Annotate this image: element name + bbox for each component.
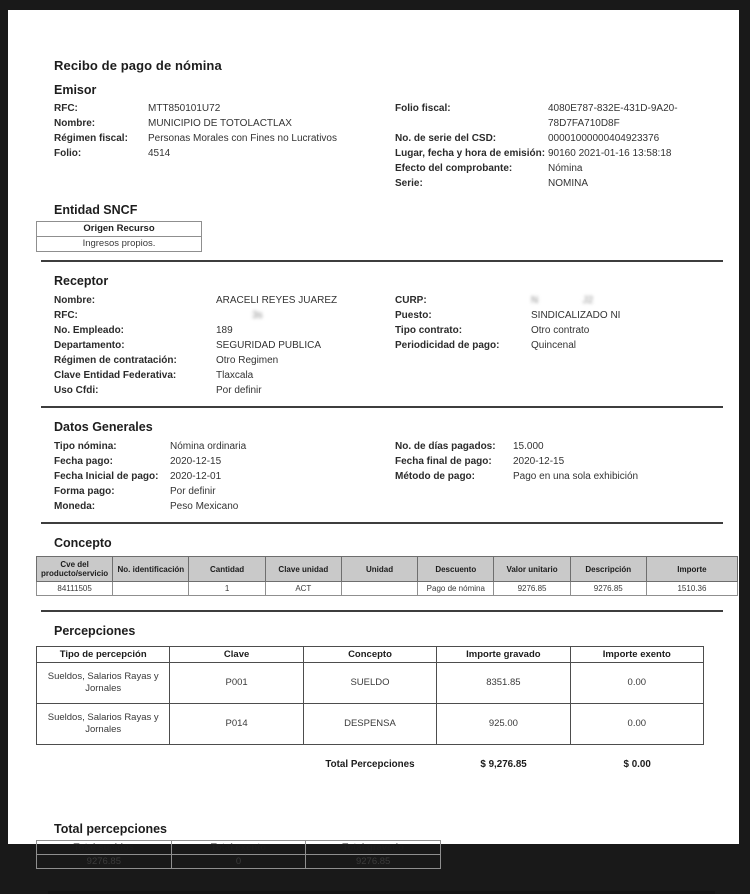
field-label: Forma pago: bbox=[54, 486, 115, 497]
field-label: Folio: bbox=[54, 148, 82, 159]
field-moneda bbox=[54, 499, 395, 514]
field-label: Fecha Inicial de pago: bbox=[54, 471, 159, 482]
field-tipo-contrato bbox=[395, 323, 729, 338]
field-label: Clave Entidad Federativa: bbox=[54, 370, 177, 381]
field-fecha-inicial-pago bbox=[54, 469, 395, 484]
field-label: Régimen fiscal: bbox=[54, 133, 128, 144]
field-rfc-receptor bbox=[54, 308, 395, 323]
field-folio-fiscal bbox=[395, 101, 729, 131]
column-header: Clave unidad bbox=[265, 557, 341, 582]
field-label: Periodicidad de pago: bbox=[395, 340, 500, 351]
field-label: Fecha final de pago: bbox=[395, 456, 492, 467]
field-value: Nómina bbox=[548, 163, 583, 174]
concepto-table bbox=[36, 556, 738, 596]
column-header: Total sueldos bbox=[37, 841, 172, 855]
column-header: Descuento bbox=[418, 557, 494, 582]
column-header: Cantidad bbox=[189, 557, 265, 582]
percepcion-row-despensa bbox=[37, 704, 704, 745]
field-rfc-emisor bbox=[54, 101, 395, 116]
cell bbox=[113, 582, 189, 596]
percepcion-row-sueldo bbox=[37, 663, 704, 704]
field-value: 15.000 bbox=[513, 441, 544, 452]
field-label: No. Empleado: bbox=[54, 325, 125, 336]
section-percepciones bbox=[46, 624, 729, 770]
document-content bbox=[8, 10, 739, 894]
field-label: Nombre: bbox=[54, 118, 96, 129]
field-efecto-comprobante bbox=[395, 161, 729, 176]
field-label: Fecha pago: bbox=[54, 456, 113, 467]
cell: 8351.85 bbox=[437, 663, 570, 704]
cell: 0.00 bbox=[570, 704, 703, 745]
field-value: Por definir bbox=[170, 486, 216, 497]
field-value: 4080E787-832E-431D-9A20-78D7FA710D8F bbox=[548, 103, 678, 129]
field-value: SEGURIDAD PUBLICA bbox=[216, 340, 322, 351]
cell: Sueldos, Salarios Rayas y Jornales bbox=[37, 663, 170, 704]
total-importe-gravado: $ 9,276.85 bbox=[480, 759, 527, 770]
total-sueldos-value: 9276.85 bbox=[37, 855, 172, 869]
column-header: Cve del producto/servicio bbox=[37, 557, 113, 582]
total-importe-exento: $ 0.00 bbox=[623, 759, 651, 770]
field-puesto bbox=[395, 308, 729, 323]
cell: P014 bbox=[170, 704, 303, 745]
field-fecha-final-pago bbox=[395, 454, 729, 469]
field-label: RFC: bbox=[54, 103, 78, 114]
field-curp bbox=[395, 293, 729, 308]
field-label: Moneda: bbox=[54, 501, 96, 512]
section-divider bbox=[41, 260, 723, 262]
column-header: Valor unitario bbox=[494, 557, 570, 582]
field-value: Personas Morales con Fines no Lucrativos bbox=[148, 133, 337, 144]
field-value: 2020-12-01 bbox=[170, 471, 222, 482]
entidad-sncf-heading: Entidad SNCF bbox=[54, 203, 138, 217]
field-regimen-contratacion bbox=[54, 353, 395, 368]
field-tipo-nomina bbox=[54, 439, 395, 454]
field-forma-pago bbox=[54, 484, 395, 499]
cell: SUELDO bbox=[303, 663, 436, 704]
receptor-heading: Receptor bbox=[54, 274, 109, 288]
concepto-data-row bbox=[37, 582, 738, 596]
section-entidad-sncf bbox=[46, 203, 729, 252]
redacted-value: 3s bbox=[216, 310, 263, 321]
field-value: 2020-12-15 bbox=[170, 456, 222, 467]
field-value: Otro Regimen bbox=[216, 355, 279, 366]
field-regimen-fiscal bbox=[54, 131, 395, 146]
cell: 0.00 bbox=[570, 663, 703, 704]
column-header: Importe exento bbox=[570, 647, 703, 663]
emisor-heading: Emisor bbox=[54, 83, 97, 97]
section-datos-generales bbox=[46, 420, 729, 514]
field-value: 00001000000404923376 bbox=[548, 133, 660, 144]
cell bbox=[341, 582, 417, 596]
datos-generales-heading: Datos Generales bbox=[54, 420, 153, 434]
field-value: Otro contrato bbox=[531, 325, 590, 336]
section-concepto bbox=[41, 536, 729, 596]
document-page bbox=[8, 10, 739, 867]
column-header: Importe bbox=[646, 557, 737, 582]
section-divider bbox=[41, 522, 723, 524]
origen-recurso-value: Ingresos propios. bbox=[37, 237, 202, 252]
field-label: CURP: bbox=[395, 295, 427, 306]
section-divider bbox=[41, 610, 723, 612]
cell: 1510.36 bbox=[646, 582, 737, 596]
field-value: Quincenal bbox=[531, 340, 577, 351]
section-emisor bbox=[46, 83, 729, 191]
empty-cell bbox=[36, 759, 170, 770]
field-lugar-fecha-emision bbox=[395, 146, 729, 161]
field-label: Puesto: bbox=[395, 310, 432, 321]
field-label: Folio fiscal: bbox=[395, 103, 451, 114]
section-receptor bbox=[46, 274, 729, 398]
field-label: Uso Cfdi: bbox=[54, 385, 99, 396]
field-value: 90160 2021-01-16 13:58:18 bbox=[548, 148, 672, 159]
section-total-percepciones bbox=[46, 822, 729, 869]
cell: 1 bbox=[189, 582, 265, 596]
cell: 84111505 bbox=[37, 582, 113, 596]
field-label: No. de serie del CSD: bbox=[395, 133, 497, 144]
field-label: Lugar, fecha y hora de emisión: bbox=[395, 148, 546, 159]
total-gravado-value: 9276.85 bbox=[306, 855, 441, 869]
totals-value-row bbox=[37, 855, 441, 869]
field-label: Efecto del comprobante: bbox=[395, 163, 513, 174]
field-value: NOMINA bbox=[548, 178, 588, 189]
concepto-heading: Concepto bbox=[54, 536, 112, 550]
cell: DESPENSA bbox=[303, 704, 436, 745]
field-clave-entidad-federativa bbox=[54, 368, 395, 383]
cell: ACT bbox=[265, 582, 341, 596]
origen-recurso-header: Origen Recurso bbox=[37, 222, 202, 237]
total-percepciones-label: Total Percepciones bbox=[325, 759, 415, 770]
field-no-serie-csd bbox=[395, 131, 729, 146]
field-value: Pago en una sola exhibición bbox=[513, 471, 639, 482]
concepto-header-row bbox=[37, 557, 738, 582]
field-value: SINDICALIZADO NI bbox=[531, 310, 621, 321]
field-serie bbox=[395, 176, 729, 191]
column-header: No. identificación bbox=[113, 557, 189, 582]
percepciones-heading: Percepciones bbox=[54, 624, 136, 638]
section-divider bbox=[41, 406, 723, 408]
field-label: Nombre: bbox=[54, 295, 96, 306]
column-header: Total gravado bbox=[306, 841, 441, 855]
field-fecha-pago bbox=[54, 454, 395, 469]
total-exento-value: 0 bbox=[171, 855, 306, 869]
field-label: Tipo contrato: bbox=[395, 325, 463, 336]
field-value: 2020-12-15 bbox=[513, 456, 565, 467]
total-percepciones-table bbox=[36, 840, 441, 869]
column-header: Importe gravado bbox=[437, 647, 570, 663]
field-label: Serie: bbox=[395, 178, 423, 189]
column-header: Total exento bbox=[171, 841, 306, 855]
total-percepciones-heading: Total percepciones bbox=[54, 822, 167, 836]
field-dias-pagados bbox=[395, 439, 729, 454]
page-title: Recibo de pago de nómina bbox=[54, 58, 222, 73]
column-header: Unidad bbox=[341, 557, 417, 582]
field-value: 189 bbox=[216, 325, 233, 336]
field-no-empleado bbox=[54, 323, 395, 338]
field-uso-cfdi bbox=[54, 383, 395, 398]
empty-cell bbox=[170, 759, 304, 770]
field-label: Departamento: bbox=[54, 340, 125, 351]
cell: 9276.85 bbox=[494, 582, 570, 596]
field-label: Tipo nómina: bbox=[54, 441, 117, 452]
field-folio bbox=[54, 146, 395, 161]
field-value: Peso Mexicano bbox=[170, 501, 239, 512]
cell: 925.00 bbox=[437, 704, 570, 745]
table-row bbox=[37, 237, 202, 252]
redacted-value: N J2 bbox=[531, 295, 594, 306]
column-header: Descripción bbox=[570, 557, 646, 582]
field-label: RFC: bbox=[54, 310, 78, 321]
field-value: 4514 bbox=[148, 148, 171, 159]
totals-header-row bbox=[37, 841, 441, 855]
cell: 9276.85 bbox=[570, 582, 646, 596]
cell: Pago de nómina bbox=[418, 582, 494, 596]
field-value: MUNICIPIO DE TOTOLACTLAX bbox=[148, 118, 292, 129]
column-header: Tipo de percepción bbox=[37, 647, 170, 663]
field-nombre-receptor bbox=[54, 293, 395, 308]
field-label: No. de días pagados: bbox=[395, 441, 496, 452]
percepciones-header-row bbox=[37, 647, 704, 663]
cell: P001 bbox=[170, 663, 303, 704]
field-value: ARACELI REYES JUAREZ bbox=[216, 295, 338, 306]
field-value: Tlaxcala bbox=[216, 370, 254, 381]
column-header: Concepto bbox=[303, 647, 436, 663]
field-periodicidad-pago bbox=[395, 338, 729, 353]
field-nombre-emisor bbox=[54, 116, 395, 131]
origen-recurso-table bbox=[36, 221, 202, 252]
field-metodo-pago bbox=[395, 469, 729, 484]
percepciones-table bbox=[36, 646, 704, 745]
field-value: Por definir bbox=[216, 385, 262, 396]
column-header: Clave bbox=[170, 647, 303, 663]
field-value: MTT850101U72 bbox=[148, 103, 221, 114]
field-departamento bbox=[54, 338, 395, 353]
field-value: Nómina ordinaria bbox=[170, 441, 247, 452]
cell: Sueldos, Salarios Rayas y Jornales bbox=[37, 704, 170, 745]
field-label: Régimen de contratación: bbox=[54, 355, 177, 366]
percepciones-total-row bbox=[36, 759, 704, 770]
field-label: Método de pago: bbox=[395, 471, 475, 482]
